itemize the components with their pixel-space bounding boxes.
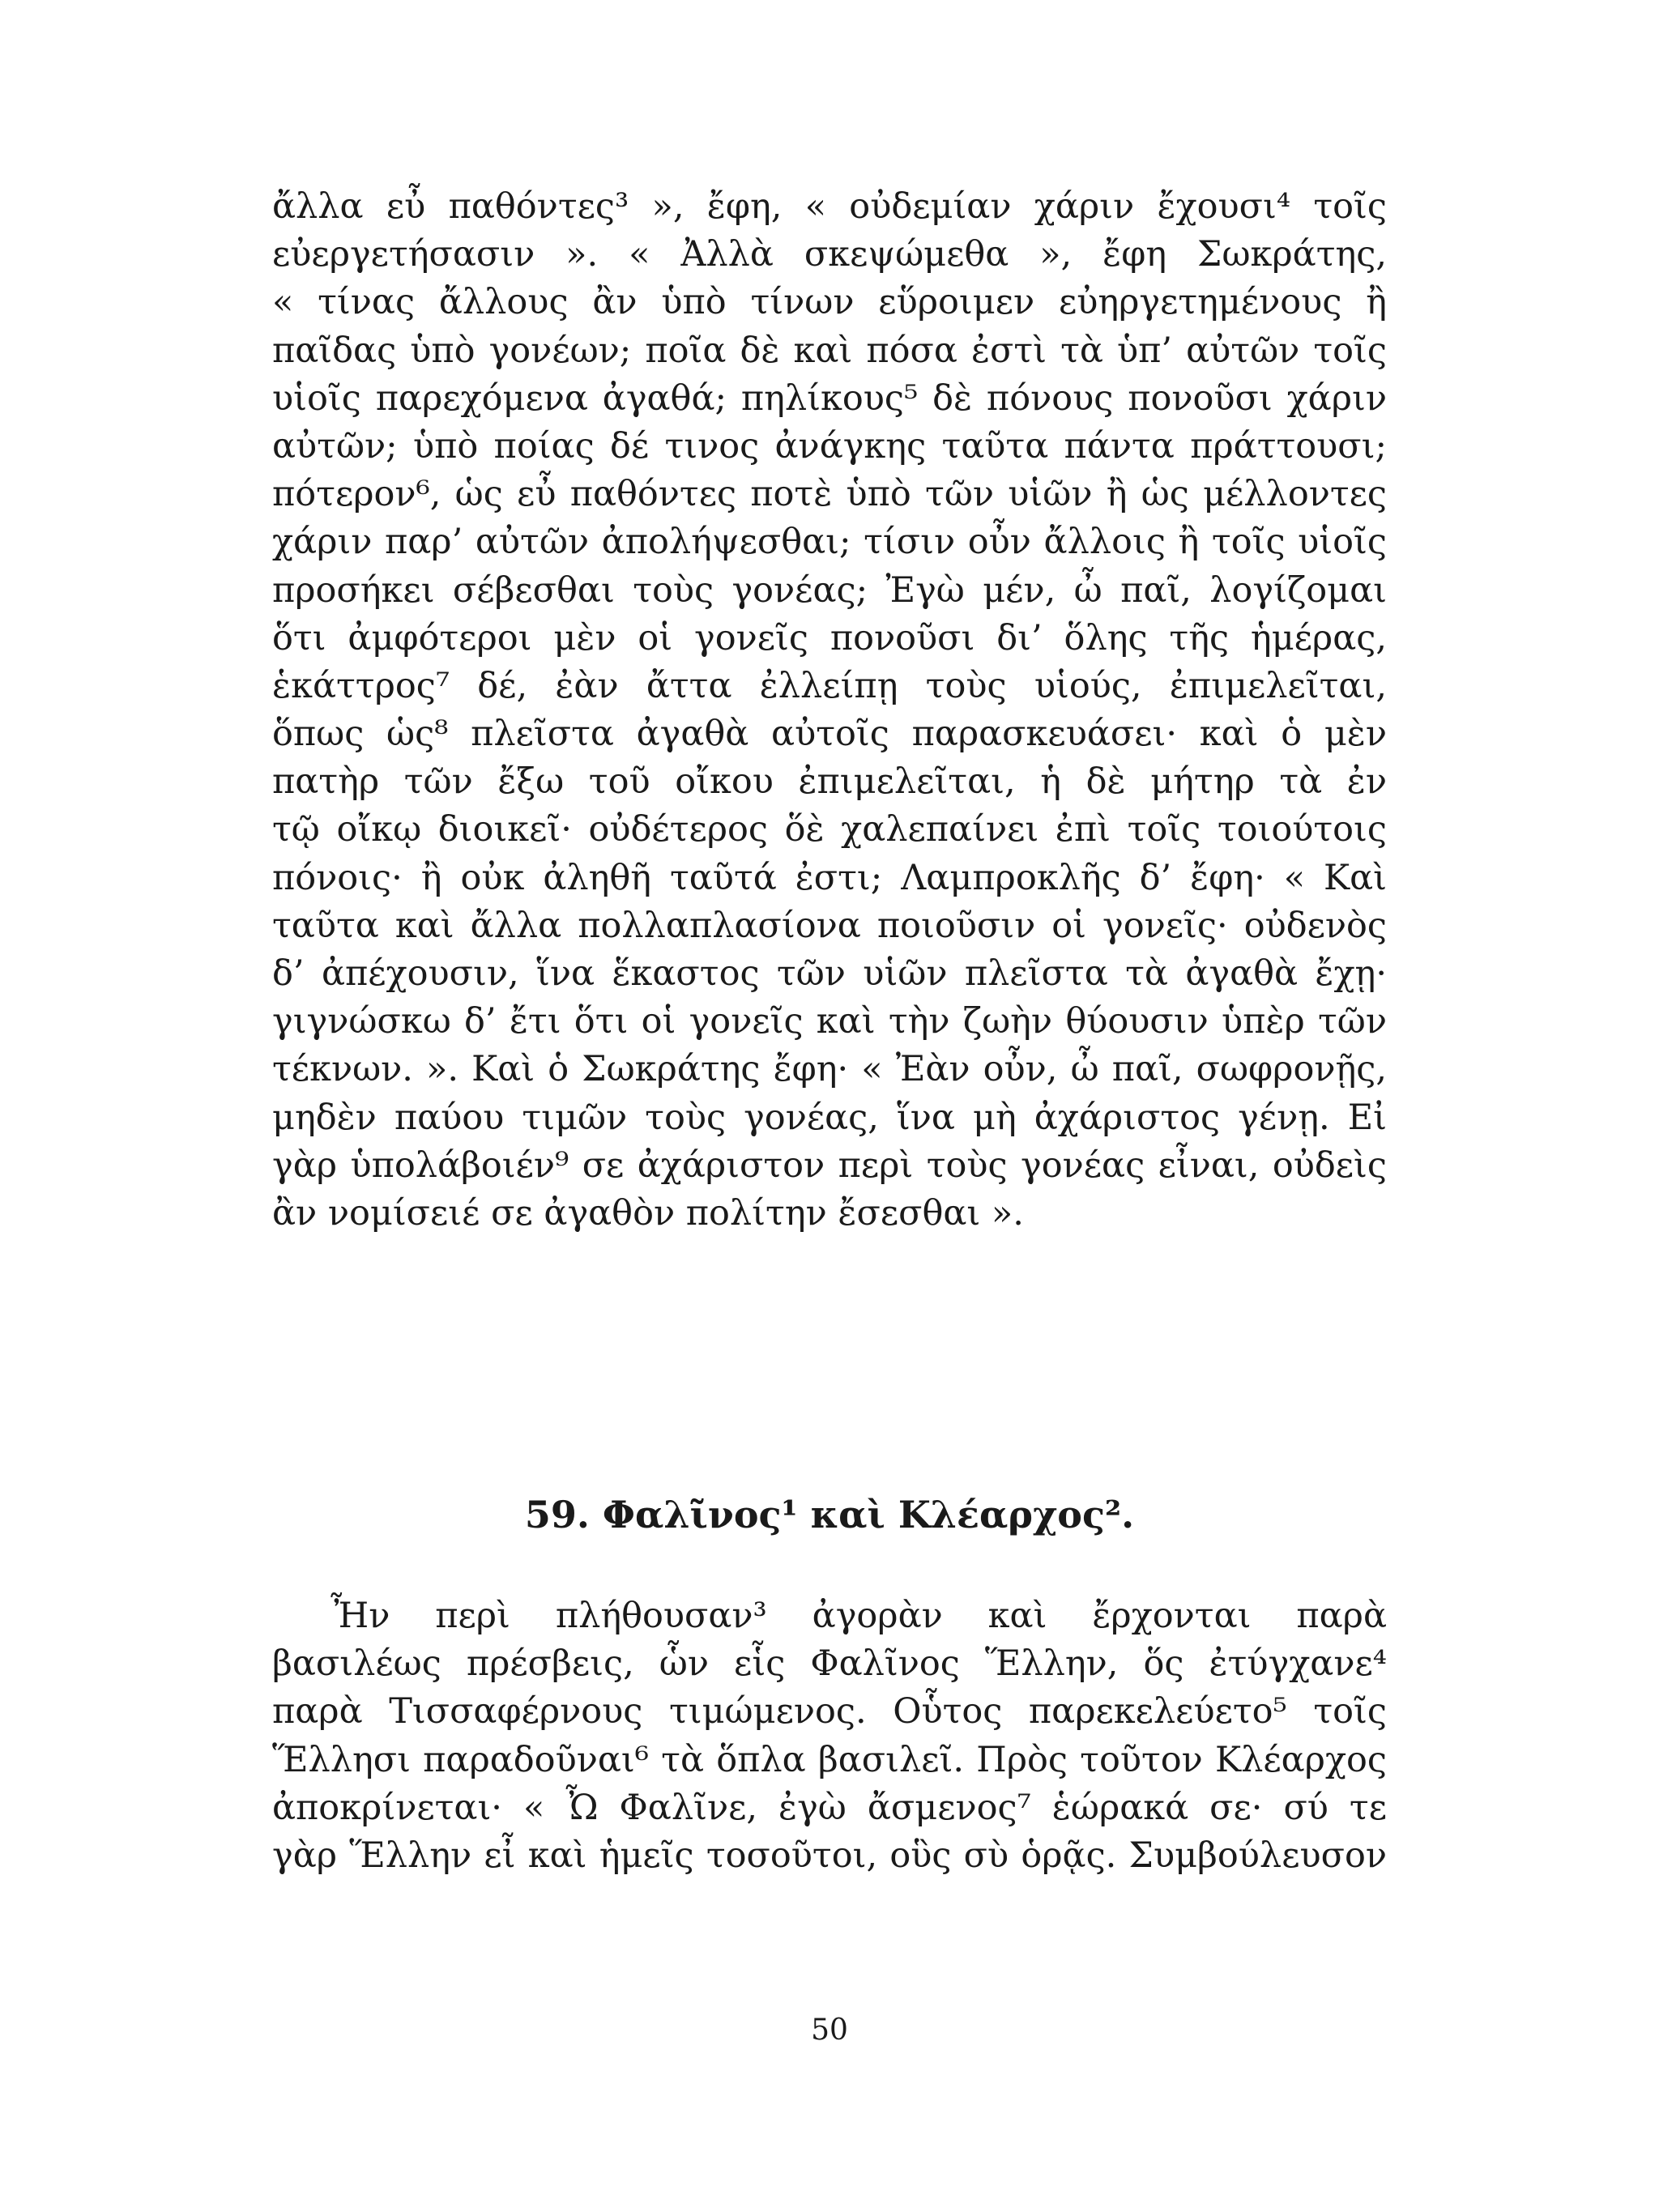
text-line: πότερον⁶, ὡς εὖ παθόντες ποτὲ ὑπὸ τῶν υἱῶν ἢ ὡς μέλλοντες <box>272 474 1387 515</box>
text-line: γιγνώσκω δ’ ἔτι ὅτι οἱ γονεῖς καὶ τὴν ζωὴν θύουσιν ὑπὲρ τῶν <box>272 1001 1387 1042</box>
section-heading: 59. Φαλῖνος¹ καὶ Κλέαρχος². <box>524 1493 1135 1536</box>
text-line: παρὰ Τισσαφέρνους τιμώμενος. Οὗτος παρεκελεύετο⁵ τοῖς <box>272 1691 1387 1733</box>
text-line: μηδὲν παύου τιμῶν τοὺς γονέας, ἵνα μὴ ἀχάριστος γένῃ. Εἰ <box>272 1097 1387 1138</box>
text-line: παῖδας ὑπὸ γονέων; ποῖα δὲ καὶ πόσα ἐστὶ τὰ ὑπ’ αὐτῶν τοῖς <box>272 330 1387 371</box>
text-line: τῷ οἴκῳ διοικεῖ· οὐδέτερος ὅὲ χαλεπαίνει ἐπὶ τοῖς τοιούτοις <box>272 809 1387 850</box>
text-line: ὅτι ἀμφότεροι μὲν οἱ γονεῖς πονοῦσι δι’ ὅλης τῆς ἡμέρας, <box>272 617 1387 658</box>
text-line: ὅπως ὡς⁸ πλεῖστα ἀγαθὰ αὐτοῖς παρασκευάσει· καὶ ὁ μὲν <box>272 714 1387 755</box>
text-line: βασιλέως πρέσβεις, ὧν εἷς Φαλῖνος Ἕλλην, ὅς ἐτύγχανε⁴ <box>272 1643 1387 1685</box>
text-line: δ’ ἀπέχουσιν, ἵνα ἕκαστος τῶν υἱῶν πλεῖστα τὰ ἀγαθὰ ἔχῃ· <box>272 953 1387 994</box>
text-line: ἀποκρίνεται· « Ὦ Φαλῖνε, ἐγὼ ἄσμενος⁷ ἑώρακά σε· σύ τε <box>272 1787 1387 1828</box>
text-line: πόνοις· ἢ οὐκ ἀληθῆ ταῦτά ἐστι; Λαμπροκλῆς δ’ ἔφη· « Καὶ <box>272 857 1387 898</box>
text-line: « τίνας ἄλλους ἂν ὑπὸ τίνων εὕροιμεν εὐηργετημένους ἢ <box>272 282 1387 323</box>
paragraph-1 <box>272 183 1387 1238</box>
text-line: αὐτῶν; ὑπὸ ποίας δέ τινος ἀνάγκης ταῦτα πάντα πράττουσι; <box>272 425 1387 467</box>
text-line: πατὴρ τῶν ἔξω τοῦ οἴκου ἐπιμελεῖται, ἡ δὲ μήτηρ τὰ ἐν <box>272 761 1387 803</box>
text-line: προσήκει σέβεσθαι τοὺς γονέας; Ἐγὼ μέν, ὦ παῖ, λογίζομαι <box>272 569 1387 611</box>
text-line: ἂν νομίσειέ σε ἀγαθὸν πολίτην ἔσεσθαι ». <box>272 1192 1024 1234</box>
text-line: γὰρ Ἕλλην εἶ καὶ ἡμεῖς τοσοῦτοι, οὓς σὺ ὁρᾷς. Συμβούλευσον <box>272 1835 1387 1876</box>
paragraph-2 <box>272 1592 1387 1880</box>
text-line: γὰρ ὑπολάβοιέν⁹ σε ἀχάριστον περὶ τοὺς γονέας εἶναι, οὐδεὶς <box>272 1144 1387 1186</box>
text-line: χάριν παρ’ αὐτῶν ἀπολήψεσθαι; τίσιν οὖν ἄλλοις ἢ τοῖς υἱοῖς <box>272 522 1387 563</box>
text-line: Ἕλλησι παραδοῦναι⁶ τὰ ὅπλα βασιλεῖ. Πρὸς τοῦτον Κλέαρχος <box>272 1739 1387 1780</box>
text-line: εὐεργετήσασιν ». « Ἀλλὰ σκεψώμεθα », ἔφη Σωκράτης, <box>272 234 1387 275</box>
text-line: Ἦν περὶ πλήθουσαν³ ἀγορὰν καὶ ἔρχονται παρὰ <box>331 1596 1387 1636</box>
text-line: υἱοῖς παρεχόμενα ἀγαθά; πηλίκους⁵ δὲ πόνους πονοῦσι χάριν <box>272 377 1387 419</box>
text-line: ἑκάττρος⁷ δέ, ἐὰν ἄττα ἐλλείπῃ τοὺς υἱούς, ἐπιμελεῖται, <box>272 665 1387 706</box>
page-number: 50 <box>811 2014 848 2047</box>
text-line: ταῦτα καὶ ἄλλα πολλαπλασίονα ποιοῦσιν οἱ γονεῖς· οὐδενὸς <box>272 905 1387 946</box>
text-line: τέκνων. ». Καὶ ὁ Σωκράτης ἔφη· « Ἐὰν οὖν, ὦ παῖ, σωφρονῇς, <box>272 1049 1387 1090</box>
text-line: ἄλλα εὖ παθόντες³ », ἔφη, « οὐδεμίαν χάριν ἔχουσι⁴ τοῖς <box>272 186 1387 227</box>
